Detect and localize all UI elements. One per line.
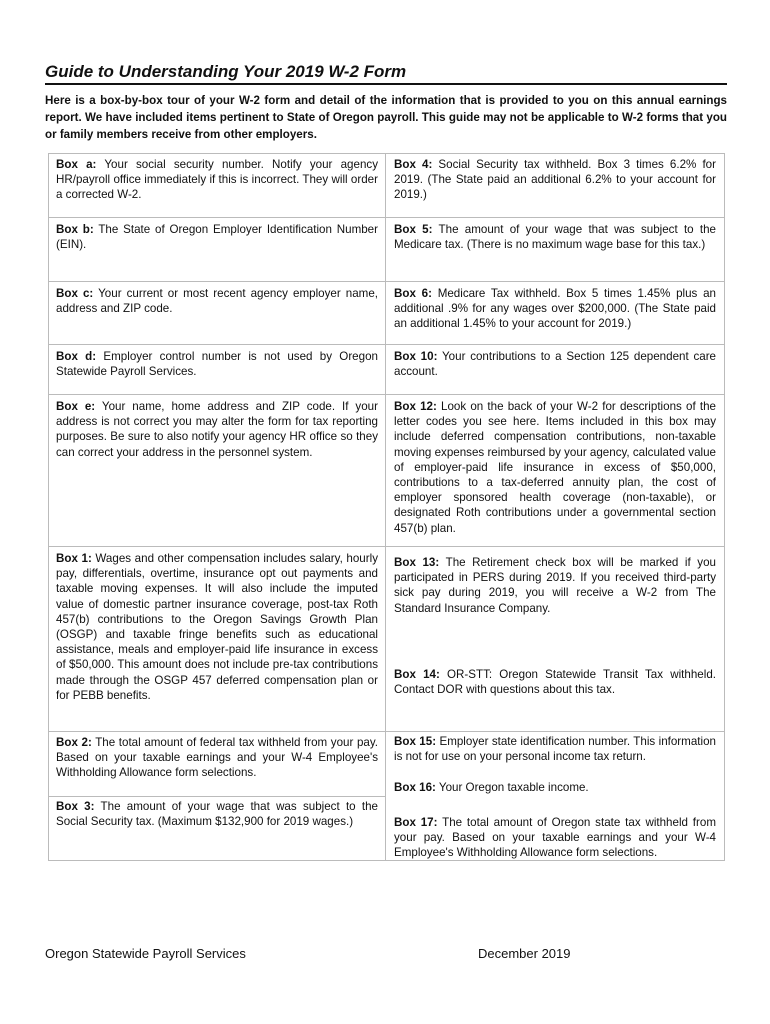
box-a: Box a: Your social security number. Notify your agency HR/payroll office immediately if this is incorrect. They will order a corrected W-2. xyxy=(56,158,378,202)
row-divider xyxy=(48,394,725,395)
box-4: Box 4: Social Security tax withheld. Box 3 times 6.2% for 2019. (The State paid an additional 6.2% to your account for 2019.) xyxy=(394,158,716,202)
box-1: Box 1: Wages and other compensation includes salary, hourly pay, differentials, overtime, insurance opt out payments and taxable moving expenses. It will also include the imputed value of domestic partner insurance coverage, post-tax Roth 457(b) contributions to the Oregon Savings Growth Plan (OSGP) and taxable fringe benefits such as educational assistance, meals and employer-paid life insurance in excess of $50,000. This amount does not include pre-tax contributions made through the OSGP 457 deferred compensation plan or for PEBB benefits. xyxy=(56,552,378,702)
box-12: Box 12: Look on the back of your W-2 for descriptions of the letter codes you see here. Items included in this box may include deferred compensation contributions, non-taxable moving expenses reimbursed by your agency, calculated value of employer-paid life insurance in excess of $50,000, contributions to a tax-deferred annuity plan, the cost of employer sponsored health coverage (non-taxable), or designated Roth contributions under a governmental section 457(b) plan. xyxy=(394,400,717,535)
footer-organization: Oregon Statewide Payroll Services xyxy=(45,946,246,961)
box-10: Box 10: Your contributions to a Section 125 dependent care account. xyxy=(394,350,717,379)
box-6: Box 6: Medicare Tax withheld. Box 5 times 1.45% plus an additional .9% for any wages over $200,000. (The State paid an additional 1.45% to your account for 2019.) xyxy=(394,287,716,331)
box-e: Box e: Your name, home address and ZIP code. If your address is not correct you may alter the form for tax reporting purposes. Be sure to also notify your agency HR office so they can correct your address in the personnel system. xyxy=(56,400,378,459)
box-2: Box 2: The total amount of federal tax withheld from your pay. Based on your taxable earnings and your W-4 Employee's Withholding Allowance form selections. xyxy=(56,736,379,780)
row-divider xyxy=(48,731,725,732)
intro-paragraph: Here is a box-by-box tour of your W-2 form and detail of the information that is provided to you on this annual earnings report. We have included items pertinent to State of Oregon payroll. This guide may not be applicable to W-2 forms that you or family members receive from other employers. xyxy=(45,94,727,141)
footer-date: December 2019 xyxy=(478,946,571,961)
box-c: Box c: Your current or most recent agency employer name, address and ZIP code. xyxy=(56,287,378,316)
row-divider xyxy=(48,217,725,218)
box-3: Box 3: The amount of your wage that was subject to the Social Security tax. (Maximum $132,900 for 2019 wages.) xyxy=(56,800,378,829)
box-d: Box d: Employer control number is not used by Oregon Statewide Payroll Services. xyxy=(56,350,378,379)
row-divider xyxy=(48,796,385,797)
box-b: Box b: The State of Oregon Employer Identification Number (EIN). xyxy=(56,223,378,252)
box-14: Box 14: OR-STT: Oregon Statewide Transit Tax withheld. Contact DOR with questions about this tax. xyxy=(394,668,716,697)
box-17: Box 17: The total amount of Oregon state tax withheld from your pay. Based on your taxable earnings and your W-4 Employee's Withholding Allowance form selections. xyxy=(394,816,716,860)
box-15: Box 15: Employer state identification number. This information is not for use on your personal income tax return. xyxy=(394,735,716,764)
row-divider xyxy=(48,344,725,345)
page-title: Guide to Understanding Your 2019 W-2 Form xyxy=(45,62,727,85)
row-divider xyxy=(48,546,725,547)
box-16: Box 16: Your Oregon taxable income. xyxy=(394,781,589,794)
row-divider xyxy=(48,281,725,282)
box-13: Box 13: The Retirement check box will be marked if you participated in PERS during 2019. If you received third-party sick pay during 2019, you will receive a W-2 from The Standard Insurance Company. xyxy=(394,556,716,615)
box-5: Box 5: The amount of your wage that was subject to the Medicare tax. (There is no maximum wage base for this tax.) xyxy=(394,223,716,252)
column-divider xyxy=(385,153,386,861)
